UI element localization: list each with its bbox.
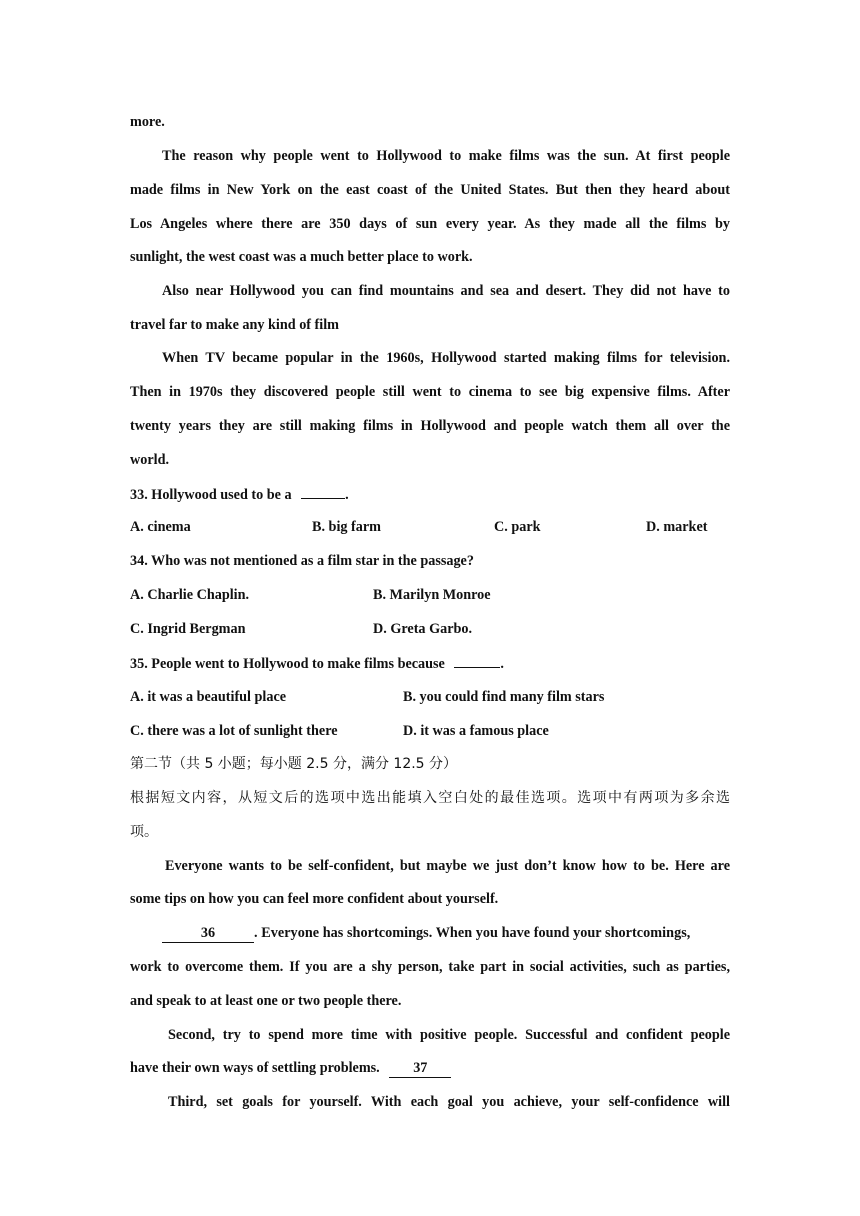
question-text: 35. People went to Hollywood to make films because xyxy=(130,656,445,672)
paragraph-line: The reason why people went to Hollywood to make films was the sun. At first people xyxy=(162,148,730,164)
option-a: A. Charlie Chaplin. xyxy=(130,587,250,603)
paragraph-line: When TV became popular in the 1960s, Hollywood started making films for television. xyxy=(162,350,730,366)
option-d: D. Greta Garbo. xyxy=(373,621,473,637)
option-b: B. Marilyn Monroe xyxy=(373,587,491,603)
section-heading: 第二节（共 5 小题；每小题 2.5 分，满分 12.5 分） xyxy=(130,756,458,772)
paragraph-line-blank-37 xyxy=(130,1057,730,1079)
paragraph-line: world. xyxy=(130,452,170,468)
option-a: A. it was a beautiful place xyxy=(130,689,287,705)
paragraph-fragment: more. xyxy=(130,114,165,130)
paragraph-line: twenty years they are still making films in Hollywood and people watch them all over the xyxy=(130,418,730,434)
option-b: B. big farm xyxy=(312,519,381,535)
question-34-stem: 34. Who was not mentioned as a film star in the passage? xyxy=(130,553,474,569)
paragraph-line: work to overcome them. If you are a shy person, take part in social activities, such as parties, xyxy=(130,959,730,975)
question-text: 33. Hollywood used to be a xyxy=(130,487,292,503)
option-a: A. cinema xyxy=(130,519,191,535)
answer-blank xyxy=(454,652,500,668)
paragraph-line: Second, try to spend more time with positive people. Successful and confident people xyxy=(168,1027,730,1043)
paragraph-line: Los Angeles where there are 350 days of sun every year. As they made all the films by xyxy=(130,216,730,232)
option-d: D. it was a famous place xyxy=(403,723,549,739)
paragraph-line: some tips on how you can feel more confident about yourself. xyxy=(130,891,499,907)
paragraph-line: made films in New York on the east coast of the United States. But then they heard about xyxy=(130,182,730,198)
option-c: C. there was a lot of sunlight there xyxy=(130,723,338,739)
blank-37: 37 xyxy=(389,1059,451,1078)
question-end: . xyxy=(345,487,349,503)
option-c: C. Ingrid Bergman xyxy=(130,621,246,637)
option-d: D. market xyxy=(646,519,708,535)
blank-36: 36 xyxy=(162,924,254,943)
paragraph-line: sunlight, the west coast was a much better place to work. xyxy=(130,249,473,265)
question-end: . xyxy=(500,656,504,672)
question-33-stem xyxy=(130,483,730,505)
paragraph-line: Also near Hollywood you can find mountains and sea and desert. They did not have to xyxy=(162,283,730,299)
paragraph-line: and speak to at least one or two people there. xyxy=(130,993,402,1009)
paragraph-text: . Everyone has shortcomings. When you have found your shortcomings, xyxy=(254,925,691,941)
paragraph-text: have their own ways of settling problems. xyxy=(130,1060,380,1076)
answer-blank xyxy=(301,483,345,499)
section-instruction: 根据短文内容，从短文后的选项中选出能填入空白处的最佳选项。选项中有两项为多余选 xyxy=(130,790,730,806)
paragraph-line: Everyone wants to be self-confident, but maybe we just don’t know how to be. Here are xyxy=(165,858,730,874)
paragraph-line: Third, set goals for yourself. With each goal you achieve, your self-confidence will xyxy=(168,1094,730,1110)
paragraph-line-blank-36 xyxy=(162,922,730,944)
option-b: B. you could find many film stars xyxy=(403,689,605,705)
section-instruction: 项。 xyxy=(130,824,158,840)
paragraph-line: Then in 1970s they discovered people still went to cinema to see big expensive films. After xyxy=(130,384,730,400)
paragraph-line: travel far to make any kind of film xyxy=(130,317,339,333)
option-c: C. park xyxy=(494,519,541,535)
question-35-stem xyxy=(130,652,730,674)
